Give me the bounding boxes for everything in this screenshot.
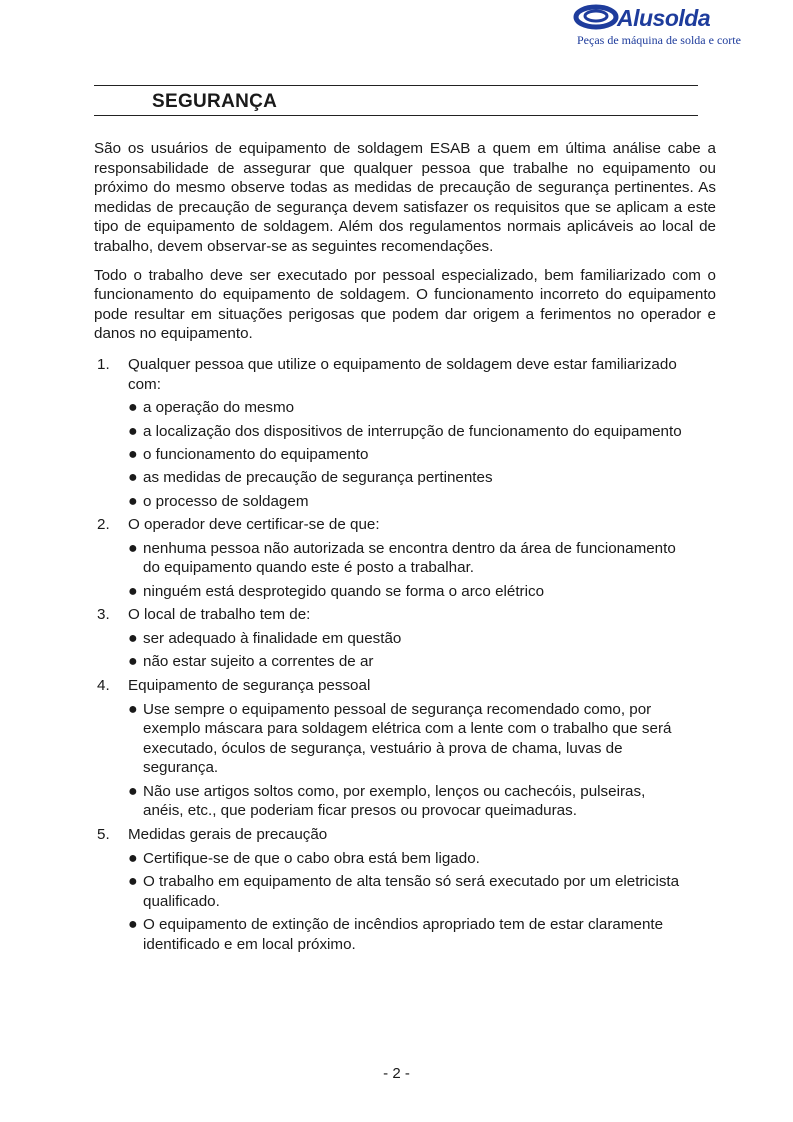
bullet-dot-icon: ● (128, 872, 138, 890)
brand-tagline: Peças de máquina de solda e corte (577, 33, 741, 47)
bullet-dot-icon: ● (128, 653, 138, 671)
item-text: Equipamento de segurança pessoal (128, 677, 371, 695)
bullet-item (128, 700, 688, 778)
list-item (94, 355, 716, 511)
intro-paragraph: São os usuários de equipamento de soldagem ESAB a quem em última análise cabe a responsabilidade de assegurar que qualquer pessoa que trabalhe no equipamento ou próximo do mesmo observe todas as medidas de precaução de segurança pertinentes. As medidas de precaução de segurança devem satisfazer os requisitos que se aplicam a este tipo de equipamento de soldagem. Além dos regulamentos normais aplicáveis ao local de trabalho, devem observar-se as seguintes recomendações. (94, 140, 716, 255)
bullet-list (94, 398, 716, 511)
bullet-dot-icon: ● (128, 492, 138, 510)
bullet-item (128, 915, 688, 954)
bullet-dot-icon: ● (128, 915, 138, 933)
list-item (94, 515, 716, 601)
item-text: Qualquer pessoa que utilize o equipamento de soldagem deve estar familiarizado com: (128, 355, 677, 393)
bullet-item (128, 782, 688, 821)
bullet-text: O trabalho em equipamento de alta tensão só será executado por um eletricista qualificado. (143, 872, 680, 910)
bullet-dot-icon: ● (128, 849, 138, 867)
bullet-text: a operação do mesmo (143, 399, 295, 417)
bullet-text: o processo de soldagem (143, 492, 309, 510)
item-number: 5. (97, 825, 110, 843)
bullet-text: nenhuma pessoa não autorizada se encontra dentro da área de funcionamento do equipamento quando este é posto a trabalhar. (143, 539, 676, 577)
swoosh-logo-icon (572, 2, 622, 32)
bullet-dot-icon: ● (128, 469, 138, 487)
item-number: 4. (97, 677, 110, 695)
bullet-text: não estar sujeito a correntes de ar (143, 653, 374, 671)
bullet-item (128, 468, 688, 488)
bullet-dot-icon: ● (128, 539, 138, 557)
item-number: 2. (97, 516, 110, 534)
item-text: O operador deve certificar-se de que: (128, 516, 380, 534)
bullet-text: Use sempre o equipamento pessoal de segurança recomendado como, por exemplo máscara para soldagem elétrica com a lente com o trabalho que será executado, óculos de segurança, vestuário à prova de chama, luvas de segurança. (143, 700, 672, 777)
bullet-text: as medidas de precaução de segurança pertinentes (143, 469, 493, 487)
brand-logo (570, 2, 745, 48)
item-number: 1. (97, 355, 110, 373)
bullet-dot-icon: ● (128, 630, 138, 648)
list-item (94, 825, 716, 954)
bullet-text: Certifique-se de que o cabo obra está bem ligado. (143, 849, 480, 867)
bullet-text: ser adequado à finalidade em questão (143, 630, 402, 648)
bullet-dot-icon: ● (128, 445, 138, 463)
bullet-text: a localização dos dispositivos de interrupção de funcionamento do equipamento (143, 422, 682, 440)
bullet-item (128, 539, 688, 578)
safety-list (94, 355, 716, 954)
bullet-text: O equipamento de extinção de incêndios apropriado tem de estar claramente identificado e em local próximo. (143, 915, 664, 953)
bullet-dot-icon: ● (128, 782, 138, 800)
bullet-item (128, 652, 688, 672)
brand-name: Alusolda (617, 5, 711, 31)
page-number: - 2 - (383, 1065, 410, 1082)
list-item (94, 605, 716, 672)
bullet-list (94, 849, 716, 955)
document-body (94, 139, 716, 958)
bullet-list (94, 539, 716, 602)
item-text: O local de trabalho tem de: (128, 606, 311, 624)
bullet-dot-icon: ● (128, 422, 138, 440)
title-rule-top (94, 85, 698, 86)
intro-paragraph: Todo o trabalho deve ser executado por pessoal especializado, bem familiarizado com o funcionamento do equipamento de soldagem. O funcionamento incorreto do equipamento pode resultar em situações perigosas que podem dar origem a ferimentos no operador e danos no equipamento. (94, 266, 716, 343)
bullet-item (128, 492, 688, 512)
bullet-item (128, 422, 688, 442)
list-item (94, 676, 716, 821)
bullet-list (94, 700, 716, 821)
bullet-list (94, 629, 716, 672)
bullet-dot-icon: ● (128, 399, 138, 417)
bullet-text: o funcionamento do equipamento (143, 445, 369, 463)
bullet-text: Não use artigos soltos como, por exemplo, lenços ou cachecóis, pulseiras, anéis, etc., que poderiam ficar presos ou provocar queimaduras. (143, 782, 646, 820)
bullet-item (128, 849, 688, 869)
bullet-text: ninguém está desprotegido quando se forma o arco elétrico (143, 582, 545, 600)
bullet-item (128, 398, 688, 418)
bullet-item (128, 445, 688, 465)
item-text: Medidas gerais de precaução (128, 825, 328, 843)
bullet-dot-icon: ● (128, 582, 138, 600)
bullet-dot-icon: ● (128, 700, 138, 718)
page-title: SEGURANÇA (152, 91, 278, 112)
bullet-item (128, 582, 688, 602)
title-rule-bottom (94, 115, 698, 116)
bullet-item (128, 629, 688, 649)
bullet-item (128, 872, 688, 911)
item-number: 3. (97, 606, 110, 624)
